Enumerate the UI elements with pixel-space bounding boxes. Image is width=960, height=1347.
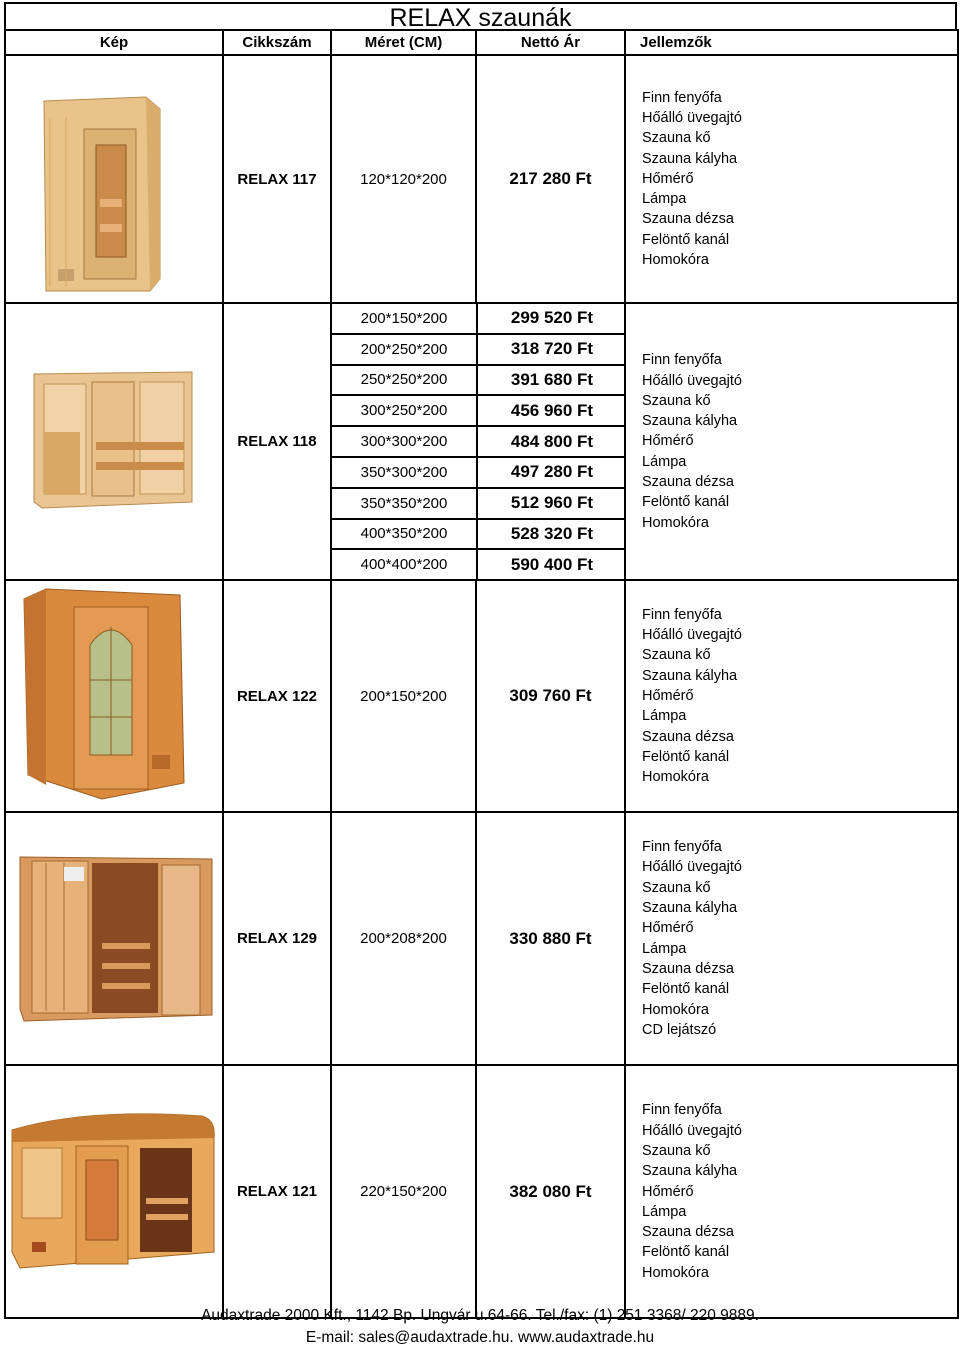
feature-item: Szauna kályha bbox=[642, 1163, 738, 1180]
feature-list bbox=[625, 1065, 958, 1318]
variant-price: 299 520 Ft bbox=[510, 308, 594, 328]
product-image bbox=[5, 303, 223, 580]
feature-item: Homokóra bbox=[642, 769, 709, 786]
product-image bbox=[5, 55, 223, 303]
feature-item: Szauna dézsa bbox=[642, 211, 734, 228]
feature-item: Hőmérő bbox=[642, 170, 694, 187]
feature-item: Szauna kályha bbox=[642, 667, 738, 684]
feature-item: Homokóra bbox=[642, 514, 709, 531]
feature-item: Lámpa bbox=[642, 1203, 687, 1220]
variant-size: 250*250*200 bbox=[332, 365, 477, 396]
product-code: RELAX 129 bbox=[223, 812, 331, 1065]
feature-item: Hőmérő bbox=[642, 920, 694, 937]
product-size: 120*120*200 bbox=[331, 55, 476, 303]
variant-size: 350*300*200 bbox=[332, 457, 477, 488]
variant-price: 497 280 Ft bbox=[477, 457, 626, 488]
feature-item: Hőálló üvegajtó bbox=[642, 859, 742, 876]
feature-item: Szauna kő bbox=[642, 1142, 711, 1159]
feature-list bbox=[625, 55, 958, 303]
feature-item: Finn fenyőfa bbox=[642, 89, 722, 106]
feature-item: Szauna dézsa bbox=[642, 474, 734, 491]
variant-price: 484 800 Ft bbox=[477, 426, 626, 457]
variant-size: 300*300*200 bbox=[332, 426, 477, 457]
table-row bbox=[5, 1065, 958, 1318]
feature-item: Hőálló üvegajtó bbox=[642, 627, 742, 644]
feature-item: CD lejátszó bbox=[642, 1021, 717, 1038]
table-row bbox=[5, 812, 958, 1065]
variant-row bbox=[332, 395, 626, 426]
page-title: RELAX szaunák bbox=[4, 2, 957, 29]
variant-cell bbox=[331, 303, 625, 580]
feature-item: Felöntő kanál bbox=[642, 981, 730, 998]
feature-item: Hőmérő bbox=[642, 433, 694, 450]
sauna-cabin-image bbox=[6, 839, 220, 1039]
header-image: Kép bbox=[5, 30, 223, 55]
variant-price: 456 960 Ft bbox=[477, 395, 626, 426]
variant-row bbox=[332, 426, 626, 457]
variant-row bbox=[332, 304, 626, 334]
sauna-cabin-image bbox=[6, 585, 220, 807]
feature-item: Lámpa bbox=[642, 453, 687, 470]
product-code: RELAX 122 bbox=[223, 580, 331, 812]
variant-price: 318 720 Ft bbox=[477, 334, 626, 365]
variant-price: 590 400 Ft bbox=[477, 549, 626, 579]
feature-item: Finn fenyőfa bbox=[642, 1102, 722, 1119]
sauna-cabin-image bbox=[6, 59, 220, 299]
feature-item: Finn fenyőfa bbox=[642, 352, 722, 369]
sauna-cabin-image bbox=[6, 1102, 220, 1282]
footer-contact: E-mail: sales@audaxtrade.hu. www.audaxtrade.hu bbox=[305, 1329, 655, 1346]
table-header-row bbox=[5, 30, 958, 55]
feature-item: Homokóra bbox=[642, 1001, 709, 1018]
variant-row bbox=[332, 334, 626, 365]
feature-item: Finn fenyőfa bbox=[642, 606, 722, 623]
variant-price: 512 960 Ft bbox=[477, 488, 626, 519]
feature-item: Szauna kő bbox=[642, 130, 711, 147]
product-image bbox=[5, 580, 223, 812]
feature-item: Hőálló üvegajtó bbox=[642, 372, 742, 389]
feature-item: Homokóra bbox=[642, 1264, 709, 1281]
feature-item: Szauna kályha bbox=[642, 413, 738, 430]
feature-item: Szauna kályha bbox=[642, 150, 738, 167]
variant-row bbox=[332, 457, 626, 488]
feature-item: Homokóra bbox=[642, 252, 709, 269]
feature-item: Finn fenyőfa bbox=[642, 839, 722, 856]
product-price: 382 080 Ft bbox=[476, 1065, 625, 1318]
variant-row bbox=[332, 365, 626, 396]
price-sheet bbox=[4, 2, 957, 1319]
product-price: 309 760 Ft bbox=[476, 580, 625, 812]
product-table bbox=[4, 29, 959, 1319]
product-size: 200*150*200 bbox=[331, 580, 476, 812]
variant-row bbox=[332, 519, 626, 550]
product-size: 200*208*200 bbox=[331, 812, 476, 1065]
variant-size: 400*400*200 bbox=[332, 549, 477, 579]
header-code: Cikkszám bbox=[223, 30, 331, 55]
feature-list bbox=[625, 303, 958, 580]
feature-list bbox=[625, 580, 958, 812]
variant-price: 391 680 Ft bbox=[477, 365, 626, 396]
feature-item: Szauna kályha bbox=[642, 900, 738, 917]
header-price: Nettó Ár bbox=[476, 30, 625, 55]
feature-item: Szauna dézsa bbox=[642, 728, 734, 745]
product-image bbox=[5, 812, 223, 1065]
variant-row bbox=[332, 549, 626, 579]
footer-address: Audaxtrade 2000 Kft., 1142 Bp. Ungvár u.64-66. Tel./fax: (1) 251 3368/ 220 9889. bbox=[201, 1307, 759, 1324]
header-size: Méret (CM) bbox=[331, 30, 476, 55]
product-code: RELAX 118 bbox=[223, 303, 331, 580]
product-code: RELAX 121 bbox=[223, 1065, 331, 1318]
variant-price: 528 320 Ft bbox=[477, 519, 626, 550]
variant-size: 200*150*200 bbox=[332, 304, 477, 334]
variant-size: 350*350*200 bbox=[332, 488, 477, 519]
feature-list bbox=[625, 812, 958, 1065]
feature-item: Lámpa bbox=[642, 191, 687, 208]
feature-item: Hőmérő bbox=[642, 1183, 694, 1200]
feature-item: Hőmérő bbox=[642, 688, 694, 705]
table-row bbox=[5, 580, 958, 812]
table-row bbox=[5, 55, 958, 303]
feature-item: Hőálló üvegajtó bbox=[642, 109, 742, 126]
feature-item: Lámpa bbox=[642, 708, 687, 725]
feature-item: Felöntő kanál bbox=[642, 1244, 730, 1261]
sauna-cabin-image bbox=[6, 362, 220, 522]
variant-size: 200*250*200 bbox=[332, 334, 477, 365]
product-size: 220*150*200 bbox=[331, 1065, 476, 1318]
product-price: 330 880 Ft bbox=[476, 812, 625, 1065]
feature-item: Szauna kő bbox=[642, 879, 711, 896]
variant-list bbox=[332, 304, 626, 579]
product-code: RELAX 117 bbox=[223, 55, 331, 303]
feature-item: Szauna kő bbox=[642, 392, 711, 409]
feature-item: Szauna kő bbox=[642, 647, 711, 664]
feature-item: Szauna dézsa bbox=[642, 1224, 734, 1241]
variant-size: 300*250*200 bbox=[332, 395, 477, 426]
feature-item: Szauna dézsa bbox=[642, 960, 734, 977]
feature-item: Lámpa bbox=[642, 940, 687, 957]
product-image bbox=[5, 1065, 223, 1318]
feature-item: Felöntő kanál bbox=[642, 494, 730, 511]
feature-item: Felöntő kanál bbox=[642, 748, 730, 765]
feature-item: Hőálló üvegajtó bbox=[642, 1122, 742, 1139]
product-price: 217 280 Ft bbox=[476, 55, 625, 303]
feature-item: Felöntő kanál bbox=[642, 231, 730, 248]
variant-row bbox=[332, 488, 626, 519]
header-features: Jellemzők bbox=[625, 30, 958, 55]
variant-size: 400*350*200 bbox=[332, 519, 477, 550]
table-row bbox=[5, 303, 958, 580]
